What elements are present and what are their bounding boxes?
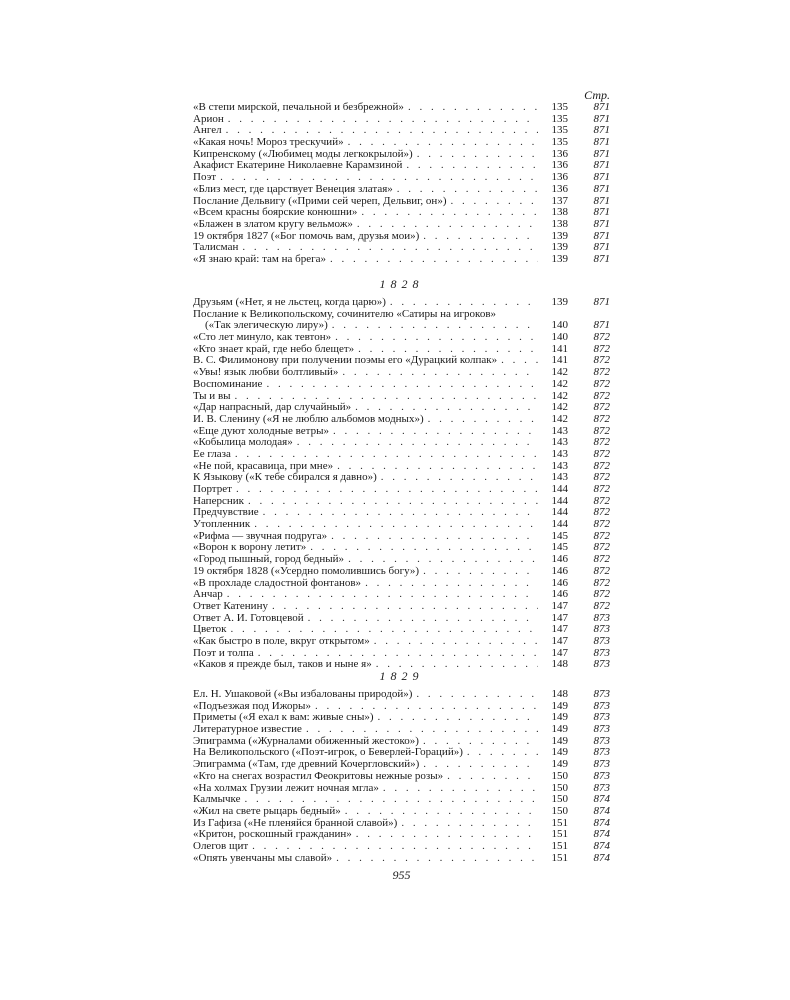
entry-note-page: 873: [593, 711, 610, 724]
entry-page: 142: [551, 401, 568, 414]
entry-title: Ее глаза: [193, 447, 231, 460]
entry-note-page: 872: [593, 401, 610, 414]
leader-dots: [308, 613, 538, 625]
entry-title: Цветок: [193, 623, 227, 636]
toc-section-1827: [193, 102, 610, 266]
toc-entry: [193, 771, 610, 783]
entry-page: 135: [551, 136, 568, 149]
entry-page: 139: [551, 241, 568, 254]
toc-entry: [193, 829, 610, 841]
toc-entry: [193, 219, 610, 231]
entry-page: 144: [551, 483, 568, 496]
leader-dots: [378, 712, 538, 724]
entry-note-page: 873: [593, 611, 610, 624]
toc-entry: [193, 137, 610, 149]
entry-note-page: 872: [593, 366, 610, 379]
entry-note-page: 871: [593, 319, 610, 332]
entry-page: 145: [551, 529, 568, 542]
toc-entry: [193, 566, 610, 578]
entry-note-page: 872: [593, 541, 610, 554]
entry-page: 138: [551, 206, 568, 219]
entry-title: «Кобылица молодая»: [193, 436, 293, 449]
entry-title: «Кто знает край, где небо блещет»: [193, 342, 355, 355]
entry-page: 147: [551, 623, 568, 636]
entry-page: 137: [551, 194, 568, 207]
leader-dots: [297, 437, 538, 449]
toc-entry: [193, 613, 610, 625]
toc-entry: [193, 254, 610, 266]
entry-title: «Город пышный, город бедный»: [193, 553, 345, 566]
entry-title: Анчар: [193, 588, 223, 601]
entry-page: 140: [551, 331, 568, 344]
toc-entry: [193, 841, 610, 853]
entry-page: 135: [551, 124, 568, 137]
entry-note-page: 874: [593, 839, 610, 852]
entry-note-page: 871: [593, 159, 610, 172]
leader-dots: [263, 507, 538, 519]
entry-page: 145: [551, 541, 568, 554]
entry-note-page: 871: [593, 124, 610, 137]
entry-page: 139: [551, 252, 568, 265]
entry-note-page: 873: [593, 769, 610, 782]
toc-entry: [193, 472, 610, 484]
entry-title: Наперсник: [193, 494, 244, 507]
entry-title-continued: («Так элегическую лиру»): [205, 319, 328, 332]
entry-page: 149: [551, 699, 568, 712]
year-heading-1828: 1828: [379, 277, 424, 291]
entry-title: К Языкову («К тебе сбирался я давно»): [193, 471, 377, 484]
entry-page: 142: [551, 366, 568, 379]
toc-entry: [193, 853, 610, 865]
entry-title: Из Гафиза («Не пленяйся бранной славой»): [193, 816, 398, 829]
entry-note-page: 872: [593, 354, 610, 367]
entry-page: 144: [551, 506, 568, 519]
leader-dots: [383, 783, 538, 795]
entry-note-page: 874: [593, 816, 610, 829]
entry-title: «Ворон к ворону летит»: [193, 541, 307, 554]
leader-dots: [227, 589, 538, 601]
entry-title: «Рифма — звучная подруга»: [193, 529, 328, 542]
entry-page: 151: [551, 839, 568, 852]
entry-page: 138: [551, 217, 568, 230]
toc-entry: [193, 332, 610, 344]
entry-page: 136: [551, 159, 568, 172]
entry-title: «Подъезжая под Ижоры»: [193, 699, 311, 712]
entry-note-page: 871: [593, 101, 610, 113]
leader-dots: [342, 367, 538, 379]
leader-dots: [423, 231, 538, 243]
entry-note-page: 873: [593, 734, 610, 747]
entry-title: Друзьям («Нет, я не льстец, когда царю»): [193, 296, 386, 308]
toc-entry: [193, 601, 610, 613]
leader-dots: [406, 160, 538, 172]
entry-note-page: 874: [593, 828, 610, 841]
entry-title: Акафист Екатерине Николаевне Карамзиной: [193, 159, 403, 172]
entry-title: Воспоминание: [193, 377, 263, 390]
entry-page: 146: [551, 588, 568, 601]
leader-dots: [390, 297, 538, 309]
entry-page: 141: [551, 354, 568, 367]
leader-dots: [417, 149, 538, 161]
entry-note-page: 873: [593, 634, 610, 647]
entry-page: 136: [551, 182, 568, 195]
entry-note-page: 871: [593, 136, 610, 149]
leader-dots: [381, 472, 538, 484]
entry-note-page: 874: [593, 851, 610, 864]
leader-dots: [357, 219, 538, 231]
toc-entry: [193, 297, 610, 309]
leader-dots: [336, 853, 538, 865]
entry-title: «Всем красны боярские конюшни»: [193, 206, 358, 219]
entry-title: «Не пой, красавица, при мне»: [193, 459, 334, 472]
entry-page: 150: [551, 769, 568, 782]
entry-page: 146: [551, 564, 568, 577]
entry-note-page: 871: [593, 241, 610, 254]
entry-note-page: 871: [593, 112, 610, 125]
entry-note-page: 873: [593, 699, 610, 712]
leader-dots: [423, 566, 538, 578]
entry-note-page: 872: [593, 342, 610, 355]
entry-note-page: 872: [593, 377, 610, 390]
entry-title: Калмычке: [193, 793, 241, 806]
entry-title: «Еще дуют холодные ветры»: [193, 424, 330, 437]
entry-note-page: 871: [593, 296, 610, 308]
leader-dots: [333, 426, 538, 438]
leader-dots: [332, 320, 538, 332]
toc-entry: [193, 578, 610, 590]
page-number: 955: [392, 868, 411, 882]
entry-note-page: 872: [593, 576, 610, 589]
entry-note-page: 872: [593, 588, 610, 601]
entry-page: 141: [551, 342, 568, 355]
entry-title: «Дар напрасный, дар случайный»: [193, 401, 352, 414]
leader-dots: [397, 184, 538, 196]
toc-entry: [193, 783, 610, 795]
toc-entry: [193, 414, 610, 426]
entry-note-page: 872: [593, 599, 610, 612]
entry-title: 19 октября 1828 («Усердно помолившись богу»): [193, 564, 420, 577]
entry-note-page: 873: [593, 623, 610, 636]
entry-title: В. С. Филимонову при получении поэмы его «Дурацкий колпак»: [193, 354, 498, 367]
entry-note-page: 872: [593, 518, 610, 531]
leader-dots: [408, 102, 538, 114]
page-column-header: Стр.: [584, 88, 610, 102]
entry-note-page: 873: [593, 688, 610, 700]
year-heading-1829: 1829: [379, 669, 424, 683]
entry-note-page: 874: [593, 804, 610, 817]
leader-dots: [331, 531, 538, 543]
entry-title: «Сто лет минуло, как тевтон»: [193, 331, 332, 344]
entry-title: «Каков я прежде был, таков и ныне я»: [193, 658, 372, 671]
entry-title: «Я знаю край: там на брега»: [193, 252, 327, 265]
toc-entry: [193, 484, 610, 496]
entry-page: 140: [551, 319, 568, 332]
entry-page: 146: [551, 553, 568, 566]
entry-note-page: 873: [593, 746, 610, 759]
entry-page: 149: [551, 734, 568, 747]
toc-section-1828: [193, 297, 610, 671]
entry-page: 150: [551, 781, 568, 794]
entry-title: 19 октября 1827 («Бог помочь вам, друзья мои»): [193, 229, 420, 242]
entry-note-page: 872: [593, 483, 610, 496]
toc-entry: [193, 184, 610, 196]
entry-title: Эпиграмма («Журналами обиженный жестоко»): [193, 734, 419, 747]
entry-page: 143: [551, 424, 568, 437]
entry-title: «Увы! язык любви болтливый»: [193, 366, 339, 379]
toc-section-1829: [193, 689, 610, 864]
toc-entry: [193, 689, 610, 701]
entry-note-page: 874: [593, 793, 610, 806]
entry-page: 149: [551, 711, 568, 724]
entry-page: 142: [551, 377, 568, 390]
entry-page: 150: [551, 804, 568, 817]
entry-note-page: 872: [593, 412, 610, 425]
toc-entry: [193, 437, 610, 449]
entry-page: 143: [551, 459, 568, 472]
leader-dots: [428, 414, 538, 426]
entry-page: 143: [551, 436, 568, 449]
entry-note-page: 872: [593, 447, 610, 460]
entry-note-page: 872: [593, 494, 610, 507]
entry-title: Приметы («Я ехал к вам: живые сны»): [193, 711, 374, 724]
entry-title: И. В. Сленину («Я не люблю альбомов модных»): [193, 412, 424, 425]
toc-entry: [193, 231, 610, 243]
entry-title: «Жил на свете рыцарь бедный»: [193, 804, 341, 817]
entry-page: 148: [551, 658, 568, 671]
entry-title: «Блажен в златом кругу вельмож»: [193, 217, 353, 230]
leader-dots: [447, 771, 538, 783]
leader-dots: [236, 484, 538, 496]
toc-entry: [193, 114, 610, 126]
entry-title: Олегов щит: [193, 839, 249, 852]
entry-page: 144: [551, 494, 568, 507]
toc-entry: [193, 379, 610, 391]
entry-page: 147: [551, 646, 568, 659]
entry-title: «Какая ночь! Мороз трескучий»: [193, 136, 344, 149]
entry-note-page: 873: [593, 758, 610, 771]
leader-dots: [330, 254, 538, 266]
entry-page: 135: [551, 101, 568, 113]
entry-title: «Близ мест, где царствует Венеция златая»: [193, 182, 393, 195]
entry-page: 143: [551, 471, 568, 484]
entry-title: «Как быстро в поле, вкруг открытом»: [193, 634, 370, 647]
entry-page: 142: [551, 412, 568, 425]
entry-page: 149: [551, 746, 568, 759]
entry-note-page: 873: [593, 658, 610, 671]
entry-title: Кипренскому («Любимец моды легкокрылой»): [193, 147, 413, 160]
entry-note-page: 873: [593, 781, 610, 794]
entry-note-page: 871: [593, 252, 610, 265]
entry-page: 151: [551, 816, 568, 829]
entry-page: 147: [551, 634, 568, 647]
entry-page: 146: [551, 576, 568, 589]
entry-note-page: 872: [593, 564, 610, 577]
entry-page: 149: [551, 723, 568, 736]
toc-entry: [193, 636, 610, 648]
leader-dots: [345, 806, 538, 818]
entry-page: 136: [551, 171, 568, 184]
entry-note-page: 871: [593, 229, 610, 242]
entry-note-page: 872: [593, 459, 610, 472]
leader-dots: [272, 601, 538, 613]
entry-title: Ангел: [193, 124, 222, 137]
entry-page: 149: [551, 758, 568, 771]
entry-title: Ел. Н. Ушаковой («Вы избалованы природой»): [193, 688, 413, 700]
entry-title: Литературное известие: [193, 723, 302, 736]
entry-title: «На холмах Грузии лежит ночная мгла»: [193, 781, 379, 794]
entry-page: 142: [551, 389, 568, 402]
leader-dots: [252, 841, 538, 853]
toc-entry: [193, 102, 610, 114]
entry-title: Ответ Катенину: [193, 599, 268, 612]
entry-note-page: 872: [593, 506, 610, 519]
leader-dots: [310, 542, 538, 554]
entry-title: Ты и вы: [193, 389, 231, 402]
entry-note-page: 873: [593, 646, 610, 659]
entry-title: Утопленник: [193, 518, 251, 531]
leader-dots: [356, 829, 538, 841]
entry-title: Послание к Великопольскому, сочинителю «Сатиры на игроков»: [193, 307, 497, 320]
leader-dots: [335, 332, 538, 344]
entry-note-page: 873: [593, 723, 610, 736]
leader-dots: [365, 578, 538, 590]
entry-title: Портрет: [193, 483, 232, 496]
leader-dots: [266, 379, 538, 391]
entry-page: 151: [551, 828, 568, 841]
entry-note-page: 872: [593, 424, 610, 437]
entry-page: 148: [551, 688, 568, 700]
toc-entry: [193, 724, 610, 736]
leader-dots: [228, 114, 538, 126]
entry-note-page: 871: [593, 147, 610, 160]
leader-dots: [374, 636, 538, 648]
entry-title: «Опять увенчаны мы славой»: [193, 851, 333, 864]
entry-note-page: 872: [593, 553, 610, 566]
entry-note-page: 872: [593, 471, 610, 484]
entry-title: Послание Дельвигу («Прими сей череп, Дельвиг, он»): [193, 194, 447, 207]
entry-note-page: 872: [593, 389, 610, 402]
leader-dots: [501, 355, 538, 367]
entry-page: 147: [551, 611, 568, 624]
entry-page: 144: [551, 518, 568, 531]
entry-title: Талисман: [193, 241, 239, 254]
entry-title: «В прохладе сладостной фонтанов»: [193, 576, 362, 589]
toc-entry: [193, 449, 610, 461]
leader-dots: [361, 207, 538, 219]
toc-entry: [193, 309, 610, 332]
entry-page: 139: [551, 229, 568, 242]
entry-title: Эпиграмма («Там, где древний Кочергловский»): [193, 758, 420, 771]
entry-note-page: 871: [593, 194, 610, 207]
entry-title: «Критон, роскошный гражданин»: [193, 828, 352, 841]
entry-page: 151: [551, 851, 568, 864]
leader-dots: [235, 449, 538, 461]
entry-note-page: 871: [593, 171, 610, 184]
entry-page: 150: [551, 793, 568, 806]
entry-page: 143: [551, 447, 568, 460]
entry-title: Поэт и толпа: [193, 646, 254, 659]
entry-note-page: 871: [593, 182, 610, 195]
entry-title: Предчувствие: [193, 506, 259, 519]
entry-title: Арион: [193, 112, 224, 125]
entry-note-page: 872: [593, 529, 610, 542]
entry-page: 136: [551, 147, 568, 160]
entry-note-page: 872: [593, 331, 610, 344]
leader-dots: [248, 496, 538, 508]
entry-title: «Кто на снегах возрастил Феокритовы нежные розы»: [193, 769, 444, 782]
leader-dots: [348, 137, 538, 149]
leader-dots: [306, 724, 538, 736]
toc-entry: [193, 519, 610, 531]
entry-title: Поэт: [193, 171, 217, 184]
entry-note-page: 872: [593, 436, 610, 449]
entry-title: «В степи мирской, печальной и безбрежной»: [193, 101, 404, 113]
entry-page: 147: [551, 599, 568, 612]
toc-entry: [193, 507, 610, 519]
leader-dots: [450, 196, 538, 208]
leader-dots: [467, 747, 538, 759]
entry-title: Ответ А. И. Готовцевой: [193, 611, 304, 624]
entry-title: На Великопольского («Поэт-игрок, о Беверлей-Гораций»): [193, 746, 463, 759]
entry-note-page: 871: [593, 217, 610, 230]
leader-dots: [416, 689, 538, 701]
toc-entry: [193, 160, 610, 172]
toc-entry: [193, 806, 610, 818]
entry-note-page: 871: [593, 206, 610, 219]
entry-page: 139: [551, 296, 568, 308]
entry-page: 135: [551, 112, 568, 125]
leader-dots: [401, 818, 538, 830]
